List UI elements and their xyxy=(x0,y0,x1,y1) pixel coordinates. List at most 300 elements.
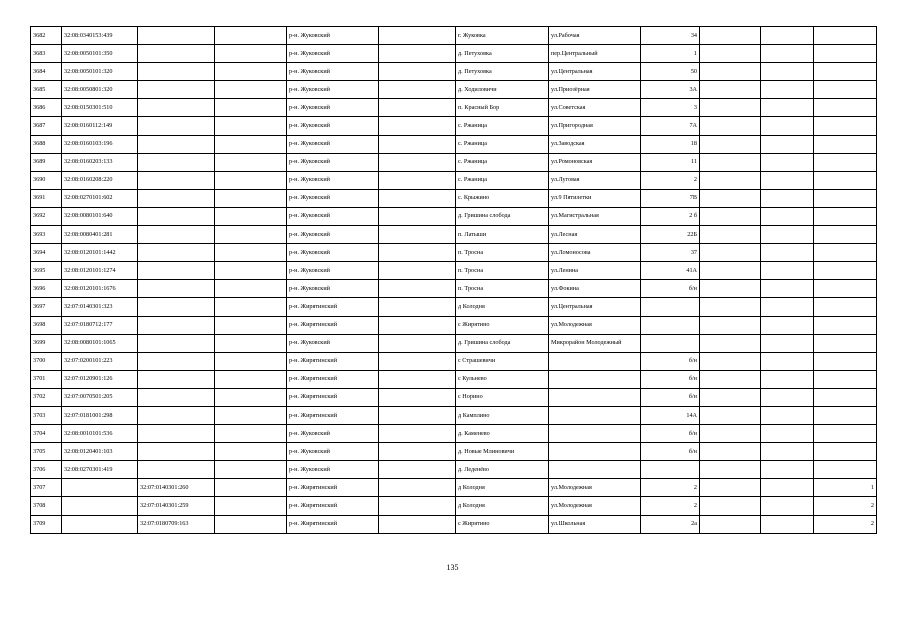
cell-record-number: 3696 xyxy=(31,280,62,298)
cell-column-12 xyxy=(814,262,877,280)
cell-column-10 xyxy=(700,226,761,244)
cell-cadastral-number: 32:08:0150301:510 xyxy=(62,99,138,117)
cell-record-number: 3689 xyxy=(31,153,62,171)
cell-cadastral-number: 32:08:0270301:419 xyxy=(62,461,138,479)
cell-extra-field xyxy=(215,352,287,370)
cell-street: ул.Приозёрная xyxy=(549,81,641,99)
cell-locality: д Колодня xyxy=(456,298,549,316)
cell-settlement-type xyxy=(379,406,456,424)
cell-extra-field xyxy=(215,27,287,45)
cell-cadastral-number: 32:08:0080101:640 xyxy=(62,207,138,225)
cell-settlement-type xyxy=(379,244,456,262)
cell-column-10 xyxy=(700,334,761,352)
cell-locality: п. Тросна xyxy=(456,244,549,262)
cell-cadastral-number-2 xyxy=(138,226,215,244)
cell-house-number: 2а xyxy=(641,515,700,533)
cell-column-11 xyxy=(761,497,814,515)
cell-column-10 xyxy=(700,171,761,189)
cell-column-12 xyxy=(814,81,877,99)
cell-record-number: 3688 xyxy=(31,135,62,153)
cell-column-12 xyxy=(814,298,877,316)
cell-cadastral-number-2 xyxy=(138,370,215,388)
table-row xyxy=(31,27,877,45)
cell-extra-field xyxy=(215,117,287,135)
cell-district: р-н. Жирятинский xyxy=(287,388,379,406)
cell-column-11 xyxy=(761,352,814,370)
cell-column-12 xyxy=(814,27,877,45)
cell-house-number: б/н xyxy=(641,280,700,298)
cell-record-number: 3703 xyxy=(31,406,62,424)
cell-street xyxy=(549,352,641,370)
cell-district: р-н. Жуковский xyxy=(287,443,379,461)
table-row xyxy=(31,189,877,207)
cell-extra-field xyxy=(215,406,287,424)
cell-extra-field xyxy=(215,63,287,81)
cell-locality: п. Тросна xyxy=(456,280,549,298)
cell-cadastral-number-2 xyxy=(138,461,215,479)
cell-settlement-type xyxy=(379,280,456,298)
cell-street: ул.9 Пятилетки xyxy=(549,189,641,207)
cell-cadastral-number-2 xyxy=(138,334,215,352)
cell-cadastral-number-2 xyxy=(138,45,215,63)
cell-street: ул.Ромоновская xyxy=(549,153,641,171)
cell-extra-field xyxy=(215,153,287,171)
cell-record-number: 3690 xyxy=(31,171,62,189)
table-row xyxy=(31,479,877,497)
cell-house-number xyxy=(641,316,700,334)
cell-settlement-type xyxy=(379,461,456,479)
cell-extra-field xyxy=(215,497,287,515)
cell-settlement-type xyxy=(379,207,456,225)
cell-locality: д. Ходиловичи xyxy=(456,81,549,99)
cell-cadastral-number: 32:07:0181001:298 xyxy=(62,406,138,424)
cell-column-10 xyxy=(700,207,761,225)
table-row xyxy=(31,45,877,63)
cell-settlement-type xyxy=(379,479,456,497)
cell-column-12 xyxy=(814,171,877,189)
cell-column-12 xyxy=(814,153,877,171)
cell-locality: г. Жуковка xyxy=(456,27,549,45)
table-row xyxy=(31,497,877,515)
cell-locality: с. Ржаница xyxy=(456,171,549,189)
cell-settlement-type xyxy=(379,316,456,334)
table-row xyxy=(31,425,877,443)
cell-column-11 xyxy=(761,425,814,443)
cell-street: пер.Центральный xyxy=(549,45,641,63)
table-row xyxy=(31,81,877,99)
cell-district: р-н. Жуковский xyxy=(287,461,379,479)
cell-extra-field xyxy=(215,262,287,280)
cell-extra-field xyxy=(215,388,287,406)
cell-settlement-type xyxy=(379,189,456,207)
cell-street: ул.Центральная xyxy=(549,63,641,81)
cell-settlement-type xyxy=(379,497,456,515)
cell-cadastral-number: 32:07:0120901:126 xyxy=(62,370,138,388)
cell-settlement-type xyxy=(379,27,456,45)
cell-column-10 xyxy=(700,497,761,515)
cell-street: Микрорайон Молодежный xyxy=(549,334,641,352)
cell-house-number: б/н xyxy=(641,370,700,388)
cell-record-number: 3687 xyxy=(31,117,62,135)
cell-cadastral-number-2 xyxy=(138,352,215,370)
cell-district: р-н. Жуковский xyxy=(287,189,379,207)
cell-district: р-н. Жуковский xyxy=(287,226,379,244)
cell-house-number: 2 б xyxy=(641,207,700,225)
cell-cadastral-number-2 xyxy=(138,63,215,81)
cell-record-number: 3692 xyxy=(31,207,62,225)
cell-district: р-н. Жирятинский xyxy=(287,406,379,424)
cell-district: р-н. Жуковский xyxy=(287,244,379,262)
cell-record-number: 3702 xyxy=(31,388,62,406)
table-row xyxy=(31,153,877,171)
cell-cadastral-number-2 xyxy=(138,81,215,99)
cell-column-12 xyxy=(814,207,877,225)
cell-column-12: 1 xyxy=(814,479,877,497)
cell-street xyxy=(549,370,641,388)
cell-settlement-type xyxy=(379,45,456,63)
cell-column-12 xyxy=(814,189,877,207)
table-row xyxy=(31,262,877,280)
table-row xyxy=(31,334,877,352)
cell-column-12 xyxy=(814,244,877,262)
cell-street: ул.Магистральная xyxy=(549,207,641,225)
cell-house-number: б/н xyxy=(641,443,700,461)
cell-record-number: 3704 xyxy=(31,425,62,443)
cell-settlement-type xyxy=(379,135,456,153)
cell-cadastral-number: 32:08:0050101:350 xyxy=(62,45,138,63)
cell-street: ул.Молодежная xyxy=(549,479,641,497)
cell-record-number: 3686 xyxy=(31,99,62,117)
cell-column-10 xyxy=(700,262,761,280)
cell-settlement-type xyxy=(379,153,456,171)
cell-column-12 xyxy=(814,117,877,135)
cell-locality: д Колодня xyxy=(456,497,549,515)
cell-house-number: 34 xyxy=(641,27,700,45)
cell-record-number: 3705 xyxy=(31,443,62,461)
cell-locality: д. Новые Млиновичи xyxy=(456,443,549,461)
cell-column-10 xyxy=(700,515,761,533)
cell-district: р-н. Жуковский xyxy=(287,135,379,153)
cell-column-10 xyxy=(700,280,761,298)
cell-cadastral-number-2 xyxy=(138,262,215,280)
cell-settlement-type xyxy=(379,443,456,461)
table-row xyxy=(31,443,877,461)
cell-column-11 xyxy=(761,81,814,99)
cell-street xyxy=(549,406,641,424)
cell-column-10 xyxy=(700,189,761,207)
cell-column-11 xyxy=(761,99,814,117)
cell-cadastral-number: 32:08:0340153:439 xyxy=(62,27,138,45)
cell-settlement-type xyxy=(379,99,456,117)
cell-cadastral-number-2: 32:07:0140301:260 xyxy=(138,479,215,497)
cell-column-11 xyxy=(761,153,814,171)
cell-column-12 xyxy=(814,406,877,424)
cell-extra-field xyxy=(215,207,287,225)
cell-house-number: 41А xyxy=(641,262,700,280)
cell-record-number: 3707 xyxy=(31,479,62,497)
cell-column-11 xyxy=(761,388,814,406)
table-row xyxy=(31,63,877,81)
cell-column-11 xyxy=(761,370,814,388)
cell-column-10 xyxy=(700,244,761,262)
cell-column-10 xyxy=(700,27,761,45)
cell-extra-field xyxy=(215,99,287,117)
cell-locality: д Колодня xyxy=(456,479,549,497)
page-number: 135 xyxy=(446,563,459,572)
cell-house-number: б/н xyxy=(641,352,700,370)
cell-street: ул.Школьная xyxy=(549,515,641,533)
cell-street: ул.Молодежная xyxy=(549,316,641,334)
cell-house-number: 7В xyxy=(641,189,700,207)
cell-locality: д Камплино xyxy=(456,406,549,424)
cell-column-10 xyxy=(700,117,761,135)
table-row xyxy=(31,207,877,225)
cell-locality: с Жирятино xyxy=(456,316,549,334)
cell-column-10 xyxy=(700,425,761,443)
cell-house-number xyxy=(641,461,700,479)
cell-cadastral-number-2 xyxy=(138,153,215,171)
table-row xyxy=(31,117,877,135)
cell-district: р-н. Жуковский xyxy=(287,153,379,171)
cell-column-10 xyxy=(700,99,761,117)
cell-house-number: 50 xyxy=(641,63,700,81)
cell-column-10 xyxy=(700,135,761,153)
cell-column-11 xyxy=(761,244,814,262)
cell-settlement-type xyxy=(379,171,456,189)
cell-street: ул.Ломоносова xyxy=(549,244,641,262)
cell-column-12 xyxy=(814,63,877,81)
cell-record-number: 3697 xyxy=(31,298,62,316)
cell-district: р-н. Жирятинский xyxy=(287,352,379,370)
cell-street xyxy=(549,388,641,406)
cell-locality: с Кульнево xyxy=(456,370,549,388)
cell-record-number: 3685 xyxy=(31,81,62,99)
cell-locality: д. Каменево xyxy=(456,425,549,443)
cell-locality: п. Латыши xyxy=(456,226,549,244)
cell-column-10 xyxy=(700,352,761,370)
cell-record-number: 3699 xyxy=(31,334,62,352)
cell-cadastral-number: 32:08:0120101:1676 xyxy=(62,280,138,298)
cell-extra-field xyxy=(215,334,287,352)
cell-house-number: 22Б xyxy=(641,226,700,244)
cell-column-10 xyxy=(700,153,761,171)
cell-district: р-н. Жуковский xyxy=(287,27,379,45)
cell-column-11 xyxy=(761,298,814,316)
cell-house-number: 7А xyxy=(641,117,700,135)
cell-house-number: б/н xyxy=(641,425,700,443)
cell-district: р-н. Жуковский xyxy=(287,425,379,443)
cell-cadastral-number-2 xyxy=(138,135,215,153)
cell-column-11 xyxy=(761,280,814,298)
cell-column-10 xyxy=(700,316,761,334)
cell-locality: с Жирятино xyxy=(456,515,549,533)
cell-house-number: 2 xyxy=(641,171,700,189)
cell-cadastral-number-2 xyxy=(138,99,215,117)
register-table xyxy=(30,26,877,534)
cell-column-12 xyxy=(814,334,877,352)
cell-cadastral-number: 32:08:0050101:320 xyxy=(62,63,138,81)
table-row xyxy=(31,280,877,298)
cell-street xyxy=(549,461,641,479)
cell-extra-field xyxy=(215,515,287,533)
cell-locality: п. Красный Бор xyxy=(456,99,549,117)
cell-cadastral-number: 32:08:0160208:220 xyxy=(62,171,138,189)
cell-locality: с Норино xyxy=(456,388,549,406)
table-row xyxy=(31,461,877,479)
cell-settlement-type xyxy=(379,388,456,406)
cell-record-number: 3709 xyxy=(31,515,62,533)
cell-column-12: 2 xyxy=(814,497,877,515)
cell-settlement-type xyxy=(379,370,456,388)
cell-house-number: 37 xyxy=(641,244,700,262)
cell-column-11 xyxy=(761,479,814,497)
table-row xyxy=(31,226,877,244)
cell-record-number: 3693 xyxy=(31,226,62,244)
cell-settlement-type xyxy=(379,63,456,81)
cell-column-12 xyxy=(814,443,877,461)
cell-cadastral-number xyxy=(62,515,138,533)
cell-column-11 xyxy=(761,316,814,334)
cell-column-11 xyxy=(761,461,814,479)
cell-record-number: 3701 xyxy=(31,370,62,388)
table-row xyxy=(31,244,877,262)
cell-locality: д. Петуховка xyxy=(456,63,549,81)
cell-extra-field xyxy=(215,461,287,479)
cell-locality: п. Тросна xyxy=(456,262,549,280)
cell-column-12 xyxy=(814,226,877,244)
cell-house-number: 3 xyxy=(641,99,700,117)
cell-house-number: 2 xyxy=(641,479,700,497)
cell-column-11 xyxy=(761,117,814,135)
cell-house-number xyxy=(641,298,700,316)
cell-street: ул.Ленина xyxy=(549,262,641,280)
cell-column-12 xyxy=(814,135,877,153)
cell-column-12 xyxy=(814,388,877,406)
cell-cadastral-number-2: 32:07:0180709:163 xyxy=(138,515,215,533)
cell-extra-field xyxy=(215,135,287,153)
cell-column-11 xyxy=(761,406,814,424)
cell-street: ул.Заводская xyxy=(549,135,641,153)
cell-locality: д. Гришина слобода xyxy=(456,207,549,225)
cell-locality: с Страшевичи xyxy=(456,352,549,370)
cell-cadastral-number-2 xyxy=(138,189,215,207)
cell-cadastral-number-2 xyxy=(138,298,215,316)
cell-extra-field xyxy=(215,298,287,316)
cell-record-number: 3706 xyxy=(31,461,62,479)
cell-cadastral-number: 32:08:0120101:1274 xyxy=(62,262,138,280)
cell-extra-field xyxy=(215,244,287,262)
cell-settlement-type xyxy=(379,298,456,316)
cell-street: ул.Советская xyxy=(549,99,641,117)
cell-cadastral-number-2 xyxy=(138,316,215,334)
cell-house-number: 2 xyxy=(641,497,700,515)
cell-column-12 xyxy=(814,280,877,298)
cell-column-10 xyxy=(700,443,761,461)
cell-locality: с. Ржаница xyxy=(456,153,549,171)
cell-settlement-type xyxy=(379,515,456,533)
cell-locality: с. Ржаница xyxy=(456,117,549,135)
cell-cadastral-number-2 xyxy=(138,425,215,443)
cell-locality: д. Леденёво xyxy=(456,461,549,479)
cell-settlement-type xyxy=(379,117,456,135)
cell-column-11 xyxy=(761,171,814,189)
cell-column-10 xyxy=(700,370,761,388)
cell-house-number: 11 xyxy=(641,153,700,171)
cell-extra-field xyxy=(215,81,287,99)
cell-record-number: 3700 xyxy=(31,352,62,370)
cell-extra-field xyxy=(215,226,287,244)
cell-cadastral-number: 32:08:0080101:1065 xyxy=(62,334,138,352)
cell-column-10 xyxy=(700,63,761,81)
table-row xyxy=(31,298,877,316)
cell-column-11 xyxy=(761,515,814,533)
cell-street: ул.Молодежная xyxy=(549,497,641,515)
cell-extra-field xyxy=(215,479,287,497)
cell-extra-field xyxy=(215,280,287,298)
cell-house-number: 1 xyxy=(641,45,700,63)
cell-cadastral-number: 32:08:0120401:103 xyxy=(62,443,138,461)
register-table-body xyxy=(31,27,877,534)
cell-settlement-type xyxy=(379,81,456,99)
cell-column-10 xyxy=(700,45,761,63)
cell-district: р-н. Жуковский xyxy=(287,63,379,81)
cell-cadastral-number-2 xyxy=(138,406,215,424)
cell-settlement-type xyxy=(379,262,456,280)
cell-column-11 xyxy=(761,135,814,153)
cell-record-number: 3708 xyxy=(31,497,62,515)
cell-street: ул.Центральная xyxy=(549,298,641,316)
cell-cadastral-number-2 xyxy=(138,244,215,262)
cell-column-10 xyxy=(700,388,761,406)
cell-house-number: 3А xyxy=(641,81,700,99)
cell-extra-field xyxy=(215,316,287,334)
cell-column-10 xyxy=(700,461,761,479)
cell-cadastral-number: 32:07:0140301:323 xyxy=(62,298,138,316)
table-row xyxy=(31,135,877,153)
cell-district: р-н. Жуковский xyxy=(287,171,379,189)
cell-cadastral-number xyxy=(62,479,138,497)
cell-house-number: 14А xyxy=(641,406,700,424)
table-row xyxy=(31,99,877,117)
cell-district: р-н. Жуковский xyxy=(287,117,379,135)
cell-column-11 xyxy=(761,189,814,207)
cell-column-12 xyxy=(814,316,877,334)
cell-extra-field xyxy=(215,370,287,388)
cell-cadastral-number-2 xyxy=(138,388,215,406)
table-row xyxy=(31,515,877,533)
table-row xyxy=(31,352,877,370)
cell-house-number xyxy=(641,334,700,352)
cell-cadastral-number: 32:08:0160203:133 xyxy=(62,153,138,171)
cell-column-11 xyxy=(761,443,814,461)
cell-column-10 xyxy=(700,81,761,99)
table-row xyxy=(31,370,877,388)
cell-street xyxy=(549,425,641,443)
cell-cadastral-number-2 xyxy=(138,207,215,225)
cell-district: р-н. Жуковский xyxy=(287,262,379,280)
cell-column-12 xyxy=(814,370,877,388)
cell-street: ул.Пригородная xyxy=(549,117,641,135)
cell-settlement-type xyxy=(379,226,456,244)
cell-street: ул.Фокина xyxy=(549,280,641,298)
cell-district: р-н. Жирятинский xyxy=(287,497,379,515)
cell-district: р-н. Жирятинский xyxy=(287,515,379,533)
cell-street: ул.Рабочая xyxy=(549,27,641,45)
cell-cadastral-number: 32:08:0050801:320 xyxy=(62,81,138,99)
cell-extra-field xyxy=(215,189,287,207)
cell-record-number: 3684 xyxy=(31,63,62,81)
cell-record-number: 3698 xyxy=(31,316,62,334)
